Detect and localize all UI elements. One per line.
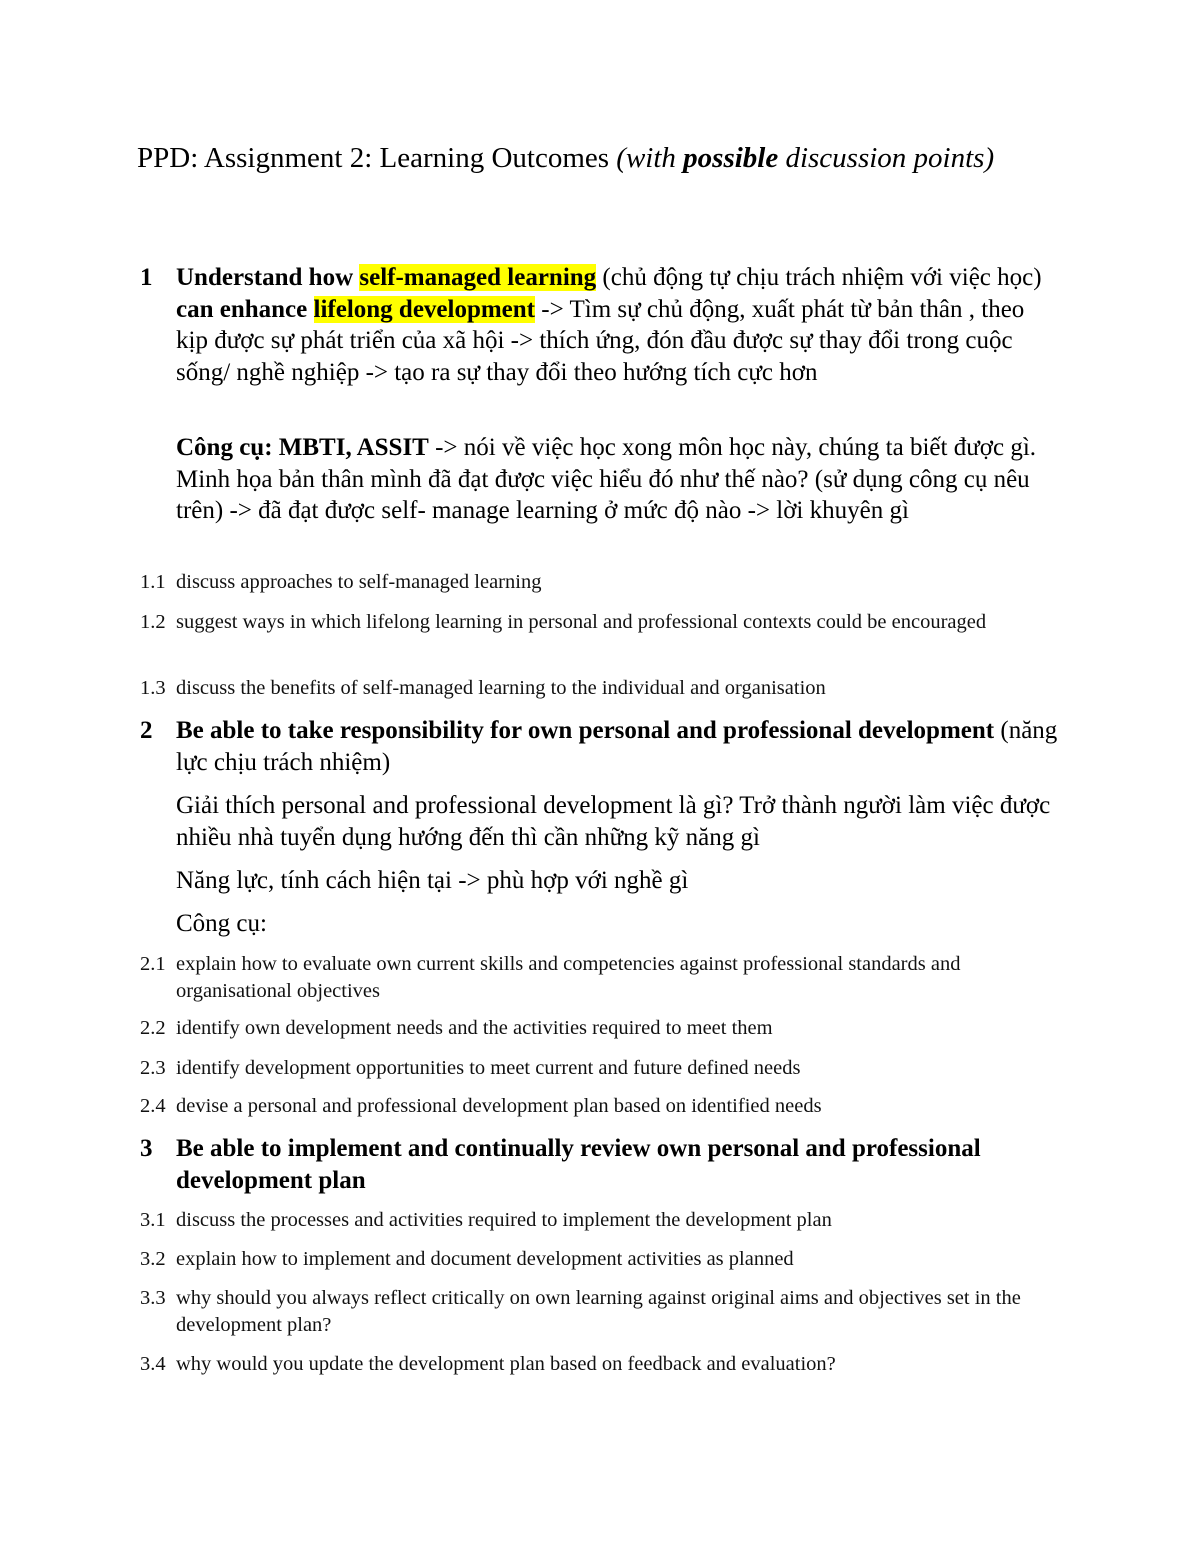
- criterion-text: why would you update the development plan based on feedback and evaluation?: [176, 1353, 836, 1375]
- criterion-1-2: [140, 609, 1065, 636]
- criterion-number: 2.2: [140, 1017, 166, 1039]
- outcome-3-heading: [140, 1133, 1060, 1196]
- criterion-number: 1.3: [140, 677, 166, 699]
- criterion-text: suggest ways in which lifelong learning in personal and professional contexts could be encouraged: [176, 611, 987, 633]
- criterion-text: identify own development needs and the activities required to meet them: [176, 1017, 773, 1039]
- criterion-text: discuss the benefits of self-managed learning to the individual and organisation: [176, 677, 826, 699]
- criterion-1-1: [140, 569, 1065, 596]
- criterion-number: 2.3: [140, 1057, 166, 1079]
- title-open: (with: [616, 142, 684, 174]
- criterion-3-2: [140, 1246, 1065, 1273]
- outcome-1-heading: [140, 262, 1060, 388]
- criterion-2-1: [140, 951, 1065, 1004]
- criterion-text: explain how to evaluate own current skills and competencies against professional standards and organisational objectives: [176, 953, 961, 1002]
- criterion-number: 3.1: [140, 1209, 166, 1231]
- outcome-number: 3: [140, 1135, 153, 1162]
- criterion-2-3: [140, 1055, 1065, 1082]
- document-title: [137, 140, 1057, 177]
- outcome-2-note-3: Công cụ:: [176, 910, 267, 937]
- title-main: PPD: Assignment 2: Learning Outcomes: [137, 142, 617, 174]
- outcome-2-text: (năng lực chịu trách nhiệm): [176, 717, 1058, 776]
- criterion-text: why should you always reflect critically on own learning against original aims and objectives set in the development plan?: [176, 1287, 1021, 1336]
- criterion-2-2: [140, 1015, 1065, 1042]
- outcome-2-note-1: Giải thích personal and professional development là gì? Trở thành người làm việc được nhiều nhà tuyển dụng hướng đến thì cần những kỹ năng gì: [176, 792, 1051, 851]
- criterion-number: 2.1: [140, 953, 166, 975]
- criterion-3-4: [140, 1351, 1065, 1378]
- criterion-number: 3.3: [140, 1287, 166, 1309]
- outcome-3-bold: Be able to implement and continually review own personal and professional development plan: [176, 1135, 981, 1194]
- criterion-3-1: [140, 1207, 1065, 1234]
- title-rest: discussion points): [778, 142, 995, 174]
- outcome-2-bold: Be able to take responsibility for own personal and professional development: [176, 717, 995, 744]
- outcome-1-text-c: can enhance: [176, 295, 314, 323]
- criterion-number: 3.2: [140, 1248, 166, 1270]
- outcome-2-note-2: Năng lực, tính cách hiện tại -> phù hợp với nghề gì: [176, 867, 689, 894]
- criterion-text: discuss the processes and activities required to implement the development plan: [176, 1209, 832, 1231]
- criterion-number: 2.4: [140, 1095, 166, 1117]
- outcome-1-text-d: -> Tìm sự chủ động, xuất phát từ bản thân , theo kịp được sự phát triển của xã hội -> thích ứng, đón đầu được sự thay đổi trong cuộc sống/ nghề nghiệp -> tạo ra sự thay đổi theo hướng tích cực hơn: [176, 295, 1025, 386]
- note-bold: Công cụ: MBTI, ASSIT: [176, 434, 429, 461]
- criterion-3-3: [140, 1285, 1065, 1338]
- criterion-number: 1.1: [140, 571, 166, 593]
- criterion-2-4: [140, 1093, 1065, 1120]
- criterion-number: 1.2: [140, 611, 166, 633]
- criterion-text: identify development opportunities to meet current and future defined needs: [176, 1057, 801, 1079]
- note-text: -> nói về việc học xong môn học này, chúng ta biết được gì. Minh họa bản thân mình đã đạt được việc hiểu đó như thế nào? (sử dụng công cụ nêu trên) -> đã đạt được self- manage learning ở mức độ nào -> lời khuyên gì: [176, 434, 1037, 524]
- outcome-1-text-a: Understand how: [176, 264, 360, 291]
- criterion-number: 3.4: [140, 1353, 166, 1375]
- criterion-text: discuss approaches to self-managed learning: [176, 571, 542, 593]
- criterion-text: devise a personal and professional development plan based on identified needs: [176, 1095, 822, 1117]
- outcome-1-note: [176, 432, 1066, 527]
- criterion-text: explain how to implement and document development activities as planned: [176, 1248, 794, 1270]
- outcome-1-text-b: (chủ động tự chịu trách nhiệm với việc học): [596, 264, 1042, 291]
- criterion-1-3: [140, 675, 1065, 702]
- highlight-lifelong-development: lifelong development: [313, 295, 536, 323]
- outcome-2-heading: [140, 715, 1060, 778]
- highlight-self-managed-learning: self-managed learning: [359, 264, 597, 291]
- outcome-number: 2: [140, 717, 153, 744]
- title-emphasis: possible: [683, 142, 779, 174]
- outcome-number: 1: [140, 264, 153, 291]
